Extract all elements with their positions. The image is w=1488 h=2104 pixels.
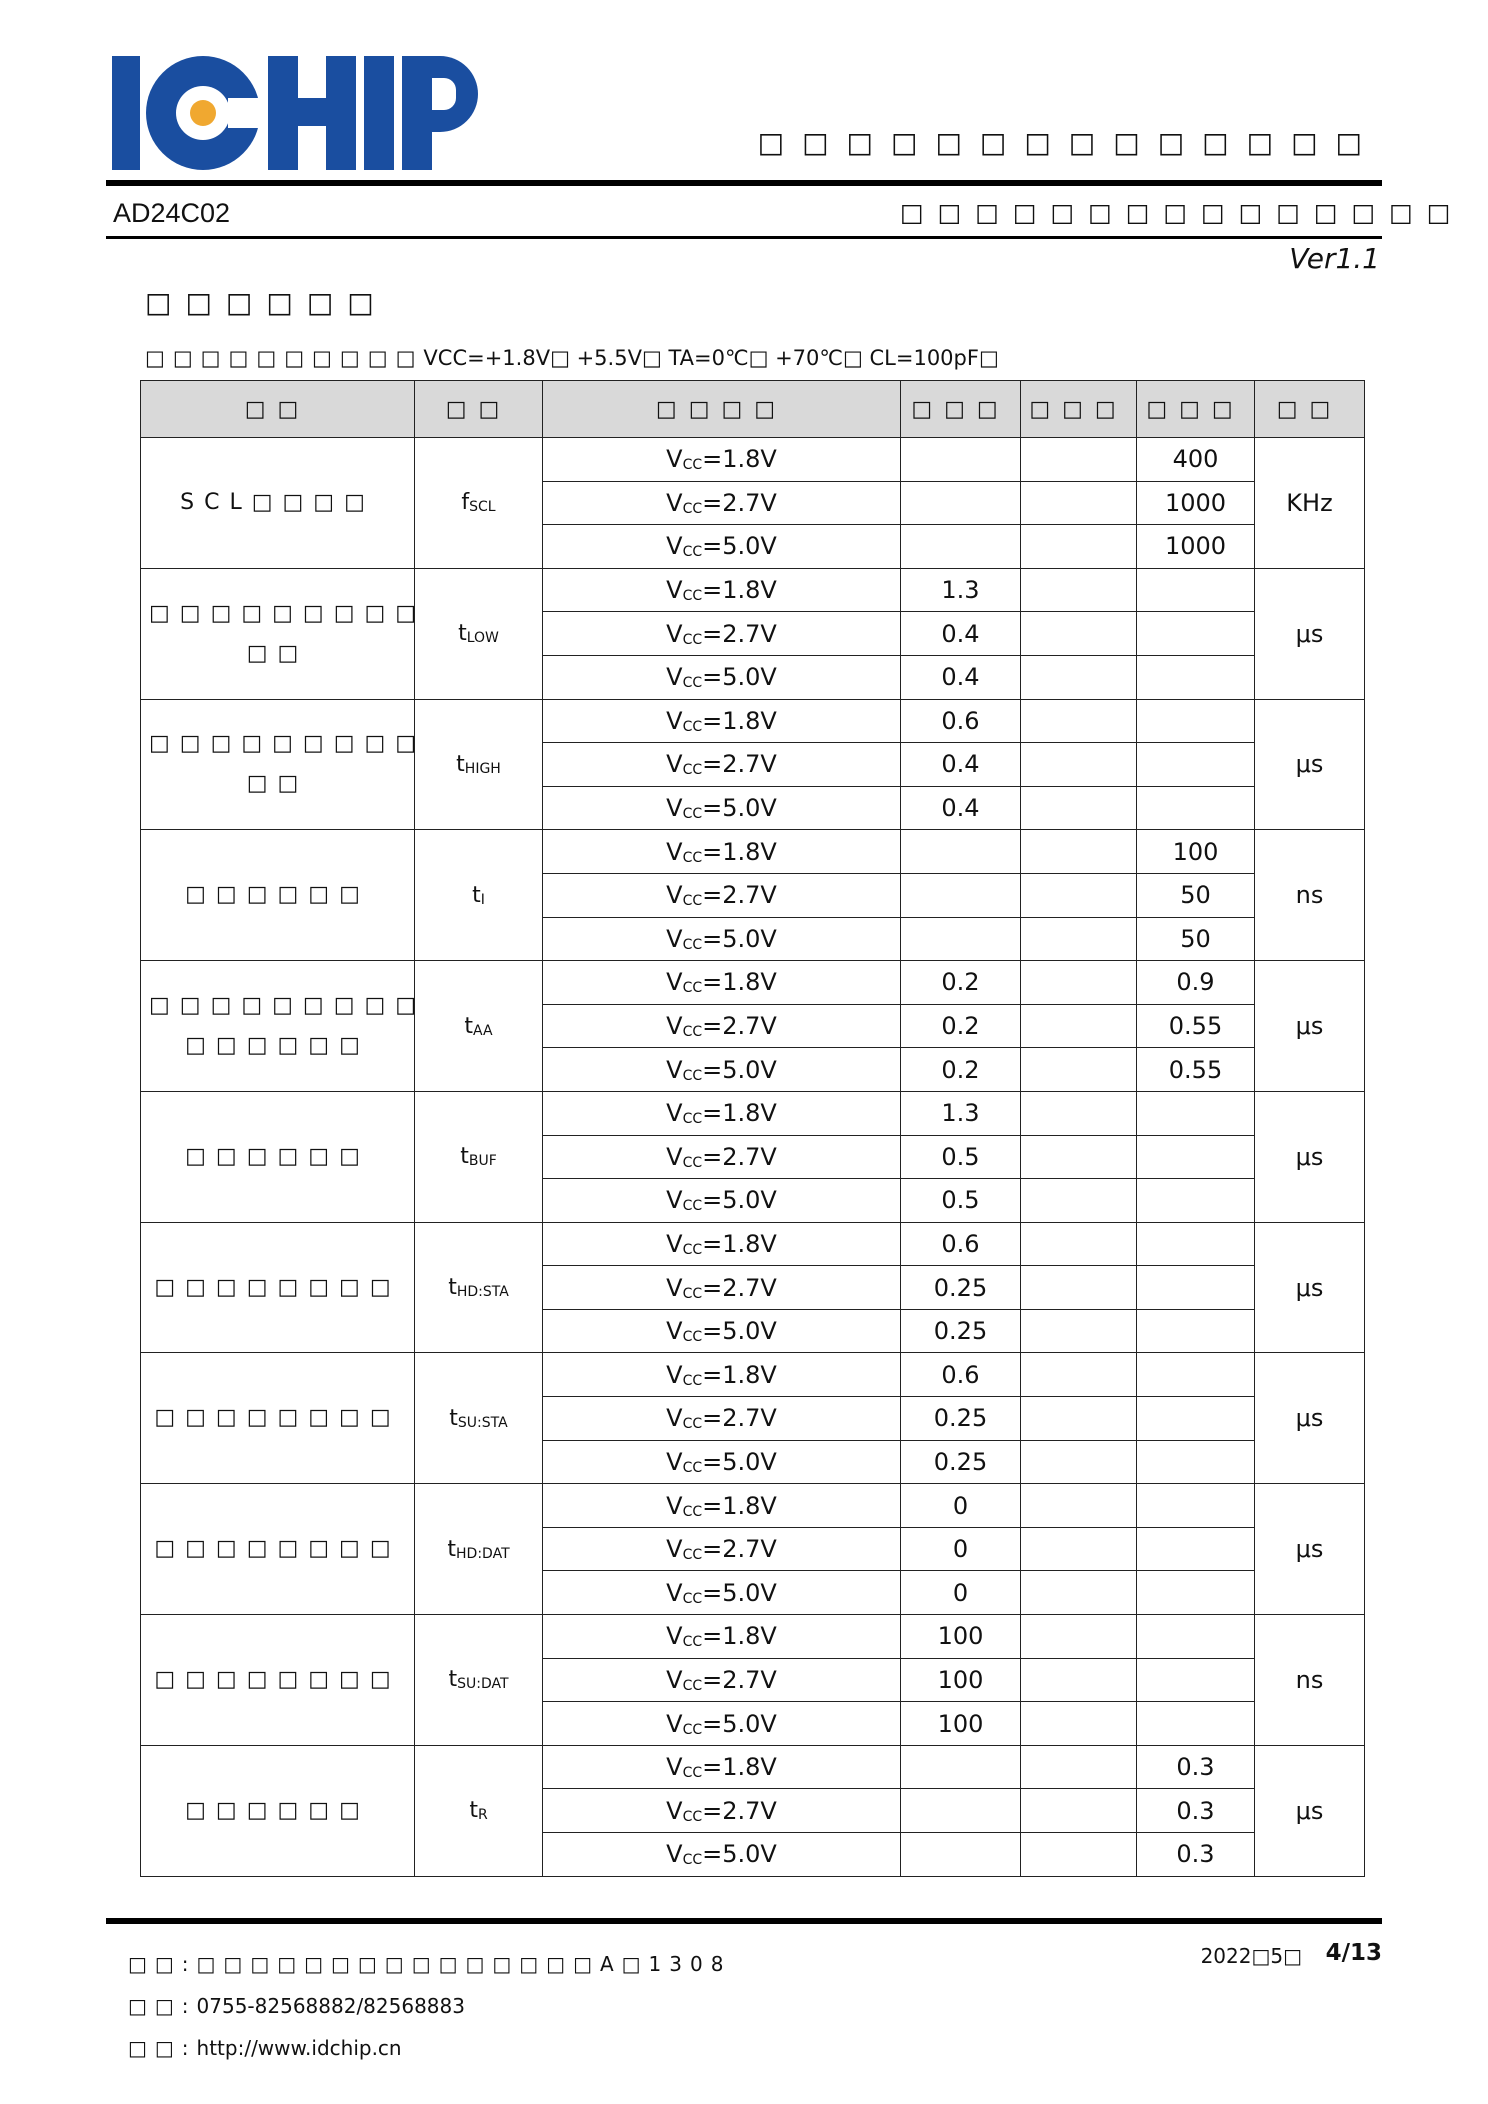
typ-cell: [1021, 1397, 1137, 1441]
header-rule-thick: [106, 180, 1382, 186]
parameter-line: □□: [246, 640, 309, 666]
max-cell: [1137, 612, 1255, 656]
parameter-line: □□□□□□□□□: [149, 600, 427, 626]
condition-cell: $V_{CC}=1.8V$: [543, 1484, 901, 1528]
test-conditions: [145, 346, 999, 370]
parameter-line: □□□□□□: [185, 1033, 370, 1059]
symbol-main: t: [448, 1275, 457, 1301]
min-cell: 0.2: [901, 1048, 1021, 1092]
typ-cell: [1021, 1833, 1137, 1877]
symbol-subscript: SCL: [469, 499, 496, 516]
min-cell: 0.25: [901, 1309, 1021, 1353]
max-cell: 0.3: [1137, 1833, 1255, 1877]
condition-cell: $V_{CC}=2.7V$: [543, 1789, 901, 1833]
typ-cell: [1021, 743, 1137, 787]
condition-cell: $V_{CC}=2.7V$: [543, 743, 901, 787]
table-row: [141, 699, 1365, 743]
max-cell: 400: [1137, 438, 1255, 482]
max-cell: [1137, 1440, 1255, 1484]
typ-cell: [1021, 1222, 1137, 1266]
parameter-line: SCL□□□□: [180, 489, 375, 515]
symbol-subscript: BUF: [468, 1153, 497, 1170]
condition-cell: $V_{CC}=2.7V$: [543, 481, 901, 525]
symbol-cell: [415, 961, 543, 1092]
max-cell: [1137, 1353, 1255, 1397]
header-rule-thin: [106, 236, 1382, 239]
symbol-cell: [415, 1615, 543, 1746]
max-cell: 50: [1137, 873, 1255, 917]
min-cell: [901, 1745, 1021, 1789]
min-cell: 0.5: [901, 1135, 1021, 1179]
table-row: [141, 1222, 1365, 1266]
symbol-subscript: HD:DAT: [456, 1545, 510, 1562]
symbol-subscript: SU:STA: [457, 1414, 508, 1431]
max-cell: [1137, 568, 1255, 612]
condition-cell: $V_{CC}=2.7V$: [543, 1527, 901, 1571]
max-cell: [1137, 1658, 1255, 1702]
symbol-main: t: [472, 882, 481, 908]
min-cell: 0.2: [901, 1004, 1021, 1048]
max-cell: 0.3: [1137, 1745, 1255, 1789]
parameter-line: □□□□□□□□□: [149, 993, 427, 1019]
product-description: □□□□□□□□□□□□□□□: [900, 198, 1465, 227]
symbol-main: f: [461, 490, 470, 516]
table-row: [141, 1353, 1365, 1397]
symbol-cell: [415, 830, 543, 961]
col-header-parameter: □□: [141, 381, 415, 438]
table-body: [141, 438, 1365, 1877]
max-cell: [1137, 655, 1255, 699]
unit-cell: μs: [1255, 1353, 1365, 1484]
address-label: □□:: [128, 1952, 197, 1976]
symbol-cell: [415, 1091, 543, 1222]
min-cell: 100: [901, 1702, 1021, 1746]
conditions-values: VCC=+1.8V□ +5.5V□ TA=0℃□ +70℃□ CL=100pF□: [423, 346, 999, 370]
max-cell: [1137, 1222, 1255, 1266]
parameter-cell: [141, 1091, 415, 1222]
symbol-main: t: [460, 1144, 469, 1170]
min-cell: [901, 873, 1021, 917]
condition-cell: $V_{CC}=2.7V$: [543, 1658, 901, 1702]
page-number: 4/13: [1325, 1940, 1382, 1966]
typ-cell: [1021, 961, 1137, 1005]
address-value: □□□□□□□□□□□□□□□A□1308: [196, 1952, 732, 1976]
symbol-subscript: AA: [473, 1022, 493, 1039]
section-title: □□□□□□: [145, 286, 388, 319]
condition-cell: $V_{CC}=1.8V$: [543, 1222, 901, 1266]
conditions-prefix: □□□□□□□□□□: [145, 346, 424, 370]
max-cell: [1137, 1527, 1255, 1571]
symbol-main: t: [456, 751, 465, 777]
parameter-cell: [141, 1745, 415, 1876]
min-cell: 0.4: [901, 612, 1021, 656]
typ-cell: [1021, 1658, 1137, 1702]
parameter-cell: [141, 699, 427, 830]
condition-cell: $V_{CC}=2.7V$: [543, 1135, 901, 1179]
condition-cell: $V_{CC}=5.0V$: [543, 1309, 901, 1353]
condition-cell: $V_{CC}=1.8V$: [543, 1615, 901, 1659]
min-cell: 0.6: [901, 1222, 1021, 1266]
typ-cell: [1021, 1440, 1137, 1484]
condition-cell: $V_{CC}=5.0V$: [543, 1048, 901, 1092]
unit-cell: μs: [1255, 1222, 1365, 1353]
max-cell: [1137, 786, 1255, 830]
symbol-cell: [415, 1745, 543, 1876]
telephone-label: □□:: [128, 1994, 197, 2018]
min-cell: [901, 1833, 1021, 1877]
typ-cell: [1021, 1745, 1137, 1789]
min-cell: [901, 525, 1021, 569]
typ-cell: [1021, 1484, 1137, 1528]
typ-cell: [1021, 1353, 1137, 1397]
parameter-cell: [141, 568, 427, 699]
condition-cell: $V_{CC}=5.0V$: [543, 917, 901, 961]
typ-cell: [1021, 1091, 1137, 1135]
col-header-max: □□□: [1137, 381, 1255, 438]
condition-cell: $V_{CC}=5.0V$: [543, 655, 901, 699]
condition-cell: $V_{CC}=1.8V$: [543, 568, 901, 612]
parameter-cell: [141, 1615, 415, 1746]
min-cell: 100: [901, 1615, 1021, 1659]
condition-cell: $V_{CC}=5.0V$: [543, 1702, 901, 1746]
table-row: [141, 961, 1365, 1005]
symbol-subscript: SU:DAT: [457, 1676, 509, 1693]
table-row: [141, 568, 1365, 612]
typ-cell: [1021, 1571, 1137, 1615]
condition-cell: $V_{CC}=2.7V$: [543, 612, 901, 656]
typ-cell: [1021, 1309, 1137, 1353]
min-cell: [901, 1789, 1021, 1833]
typ-cell: [1021, 1527, 1137, 1571]
parameter-line: □□□□□□□□: [154, 1274, 401, 1300]
min-cell: 0.6: [901, 699, 1021, 743]
typ-cell: [1021, 830, 1137, 874]
max-cell: 0.3: [1137, 1789, 1255, 1833]
typ-cell: [1021, 655, 1137, 699]
col-header-typ: □□□: [1021, 381, 1137, 438]
unit-cell: μs: [1255, 961, 1365, 1092]
symbol-cell: [415, 1484, 543, 1615]
parameter-line: □□□□□□: [185, 1797, 370, 1823]
parameter-line: □□: [246, 771, 309, 797]
table-row: [141, 830, 1365, 874]
min-cell: 0.6: [901, 1353, 1021, 1397]
company-title: □□□□□□□□□□□□□□: [757, 126, 1380, 159]
symbol-main: t: [469, 1798, 478, 1824]
condition-cell: $V_{CC}=1.8V$: [543, 699, 901, 743]
condition-cell: $V_{CC}=2.7V$: [543, 1004, 901, 1048]
parameter-line: □□□□□□: [185, 1143, 370, 1169]
parameter-line: □□□□□□□□□: [149, 731, 427, 757]
typ-cell: [1021, 1266, 1137, 1310]
condition-cell: $V_{CC}=1.8V$: [543, 961, 901, 1005]
footer-telephone: [128, 1994, 465, 2018]
max-cell: 0.9: [1137, 961, 1255, 1005]
symbol-main: t: [458, 621, 467, 647]
unit-cell: μs: [1255, 1091, 1365, 1222]
min-cell: 0: [901, 1527, 1021, 1571]
parameter-cell: [141, 1353, 415, 1484]
max-cell: 0.55: [1137, 1048, 1255, 1092]
min-cell: [901, 438, 1021, 482]
website-value[interactable]: http://www.idchip.cn: [196, 2036, 402, 2060]
min-cell: 0.5: [901, 1179, 1021, 1223]
symbol-main: t: [447, 1536, 457, 1562]
typ-cell: [1021, 873, 1137, 917]
symbol-subscript: HIGH: [464, 760, 501, 777]
footer-date: 2022□5□: [1200, 1944, 1302, 1968]
typ-cell: [1021, 525, 1137, 569]
website-label: □□:: [128, 2036, 197, 2060]
col-header-unit: □□: [1255, 381, 1365, 438]
unit-cell: μs: [1255, 1484, 1365, 1615]
symbol-subscript: R: [477, 1807, 488, 1824]
min-cell: 1.3: [901, 568, 1021, 612]
max-cell: [1137, 699, 1255, 743]
unit-cell: μs: [1255, 699, 1365, 830]
table-row: [141, 1745, 1365, 1789]
min-cell: [901, 917, 1021, 961]
symbol-subscript: LOW: [466, 630, 499, 647]
min-cell: 1.3: [901, 1091, 1021, 1135]
min-cell: 0.25: [901, 1440, 1021, 1484]
col-header-condition: □□□□: [543, 381, 901, 438]
table-row: [141, 1484, 1365, 1528]
condition-cell: $V_{CC}=2.7V$: [543, 1397, 901, 1441]
ichip-logo: [112, 56, 478, 170]
symbol-main: t: [449, 1405, 458, 1431]
min-cell: 0.4: [901, 743, 1021, 787]
parameter-cell: [141, 1484, 415, 1615]
max-cell: 50: [1137, 917, 1255, 961]
typ-cell: [1021, 786, 1137, 830]
symbol-main: t: [448, 1667, 458, 1693]
parameter-cell: [141, 1222, 415, 1353]
max-cell: [1137, 1309, 1255, 1353]
typ-cell: [1021, 568, 1137, 612]
typ-cell: [1021, 1048, 1137, 1092]
symbol-cell: [415, 568, 543, 699]
footer-website: [128, 2036, 402, 2060]
parameter-cell: [141, 830, 415, 961]
parameter-line: □□□□□□□□: [154, 1536, 401, 1562]
condition-cell: $V_{CC}=1.8V$: [543, 438, 901, 482]
symbol-cell: [415, 1353, 543, 1484]
min-cell: 0.4: [901, 786, 1021, 830]
max-cell: 1000: [1137, 481, 1255, 525]
min-cell: 0.2: [901, 961, 1021, 1005]
max-cell: [1137, 1179, 1255, 1223]
ac-characteristics-table: [140, 380, 1365, 1877]
symbol-main: t: [464, 1013, 474, 1039]
typ-cell: [1021, 1615, 1137, 1659]
symbol-cell: [415, 699, 543, 830]
footer-address: [128, 1952, 731, 1976]
parameter-cell: [141, 961, 427, 1092]
typ-cell: [1021, 917, 1137, 961]
max-cell: [1137, 1091, 1255, 1135]
min-cell: 100: [901, 1658, 1021, 1702]
unit-cell: μs: [1255, 1745, 1365, 1876]
table-row: [141, 1091, 1365, 1135]
typ-cell: [1021, 1702, 1137, 1746]
parameter-line: □□□□□□: [185, 882, 370, 908]
version-label: Ver1.1: [1289, 242, 1380, 275]
max-cell: 1000: [1137, 525, 1255, 569]
condition-cell: $V_{CC}=2.7V$: [543, 873, 901, 917]
symbol-cell: [415, 1222, 543, 1353]
min-cell: 0: [901, 1571, 1021, 1615]
max-cell: [1137, 1702, 1255, 1746]
condition-cell: $V_{CC}=2.7V$: [543, 1266, 901, 1310]
condition-cell: $V_{CC}=5.0V$: [543, 1833, 901, 1877]
max-cell: 100: [1137, 830, 1255, 874]
symbol-cell: [415, 438, 543, 569]
max-cell: [1137, 1397, 1255, 1441]
typ-cell: [1021, 481, 1137, 525]
min-cell: [901, 830, 1021, 874]
max-cell: 0.55: [1137, 1004, 1255, 1048]
symbol-subscript: HD:STA: [456, 1284, 509, 1301]
typ-cell: [1021, 438, 1137, 482]
condition-cell: $V_{CC}=5.0V$: [543, 525, 901, 569]
footer-rule: [106, 1918, 1382, 1924]
min-cell: 0.25: [901, 1397, 1021, 1441]
condition-cell: $V_{CC}=5.0V$: [543, 1179, 901, 1223]
min-cell: [901, 481, 1021, 525]
typ-cell: [1021, 1179, 1137, 1223]
min-cell: 0.25: [901, 1266, 1021, 1310]
max-cell: [1137, 1266, 1255, 1310]
model-number: AD24C02: [113, 198, 231, 228]
unit-cell: ns: [1255, 830, 1365, 961]
unit-cell: μs: [1255, 568, 1365, 699]
table-row: [141, 1615, 1365, 1659]
unit-cell: KHz: [1255, 438, 1365, 569]
symbol-subscript: I: [480, 891, 485, 908]
col-header-min: □□□: [901, 381, 1021, 438]
condition-cell: $V_{CC}=1.8V$: [543, 1745, 901, 1789]
condition-cell: $V_{CC}=1.8V$: [543, 1353, 901, 1397]
parameter-cell: [141, 438, 415, 569]
table-header-row: [141, 381, 1365, 438]
parameter-line: □□□□□□□□: [154, 1405, 401, 1431]
typ-cell: [1021, 1789, 1137, 1833]
col-header-symbol: □□: [415, 381, 543, 438]
unit-cell: ns: [1255, 1615, 1365, 1746]
max-cell: [1137, 1615, 1255, 1659]
max-cell: [1137, 1571, 1255, 1615]
max-cell: [1137, 1484, 1255, 1528]
condition-cell: $V_{CC}=1.8V$: [543, 1091, 901, 1135]
max-cell: [1137, 743, 1255, 787]
min-cell: 0: [901, 1484, 1021, 1528]
min-cell: 0.4: [901, 655, 1021, 699]
typ-cell: [1021, 1135, 1137, 1179]
condition-cell: $V_{CC}=1.8V$: [543, 830, 901, 874]
typ-cell: [1021, 699, 1137, 743]
condition-cell: $V_{CC}=5.0V$: [543, 1571, 901, 1615]
telephone-value: 0755-82568882/82568883: [196, 1994, 465, 2018]
typ-cell: [1021, 1004, 1137, 1048]
typ-cell: [1021, 612, 1137, 656]
condition-cell: $V_{CC}=5.0V$: [543, 1440, 901, 1484]
max-cell: [1137, 1135, 1255, 1179]
table-row: [141, 438, 1365, 482]
parameter-line: □□□□□□□□: [154, 1666, 401, 1692]
condition-cell: $V_{CC}=5.0V$: [543, 786, 901, 830]
